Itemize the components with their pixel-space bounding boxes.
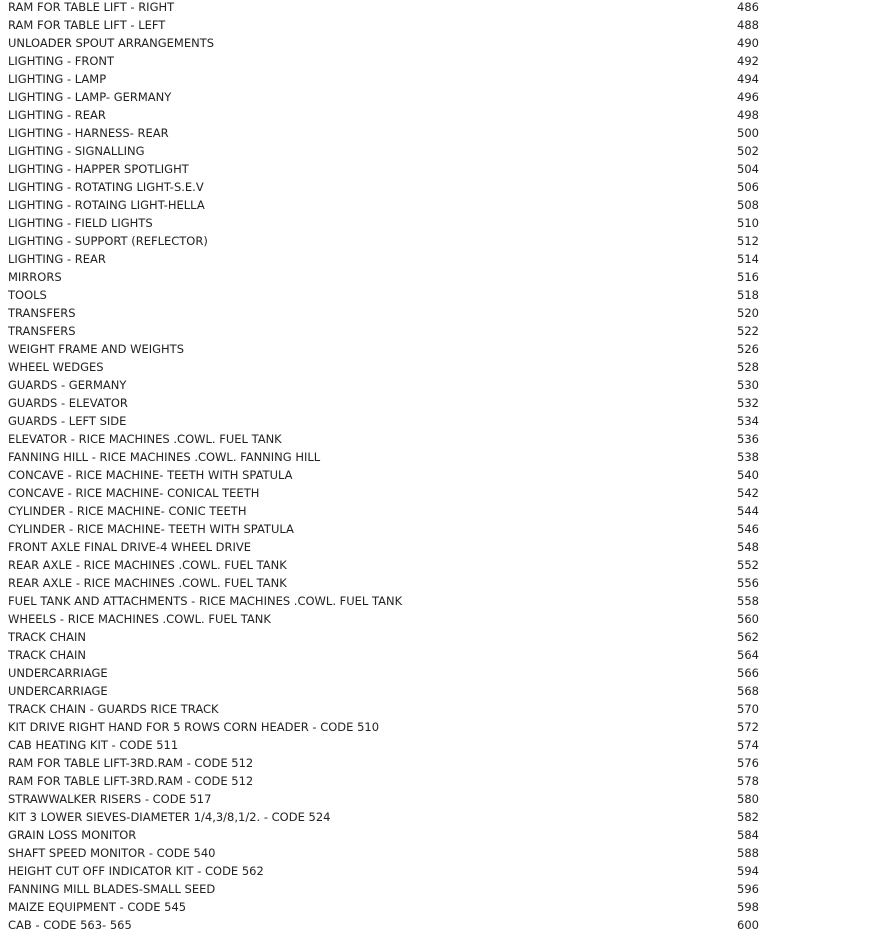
toc-entry-page: 588 — [737, 846, 759, 860]
toc-entry-title[interactable]: UNDERCARRIAGE — [8, 666, 108, 680]
toc-row[interactable] — [0, 108, 874, 126]
toc-entry-page: 512 — [737, 234, 759, 248]
toc-entry-page: 584 — [737, 828, 759, 842]
toc-entry-page: 534 — [737, 414, 759, 428]
toc-row[interactable] — [0, 792, 874, 810]
toc-row[interactable] — [0, 234, 874, 252]
toc-entry-page: 532 — [737, 396, 759, 410]
toc-entry-page: 498 — [737, 108, 759, 122]
toc-entry-page: 490 — [737, 36, 759, 50]
toc-entry-page: 564 — [737, 648, 759, 662]
toc-entry-title[interactable]: LIGHTING - SIGNALLING — [8, 144, 145, 158]
toc-row[interactable] — [0, 126, 874, 144]
toc-row[interactable] — [0, 378, 874, 396]
toc-entry-page: 508 — [737, 198, 759, 212]
toc-row[interactable] — [0, 630, 874, 648]
toc-entry-page: 548 — [737, 540, 759, 554]
toc-entry-page: 552 — [737, 558, 759, 572]
toc-entry-page: 570 — [737, 702, 759, 716]
toc-entry-title[interactable]: LIGHTING - FRONT — [8, 54, 115, 68]
toc-entry-title[interactable]: RAM FOR TABLE LIFT - LEFT — [8, 18, 166, 32]
toc-row[interactable] — [0, 72, 874, 90]
toc-row[interactable] — [0, 216, 874, 234]
toc-entry-page: 530 — [737, 378, 759, 392]
toc-row[interactable] — [0, 54, 874, 72]
toc-entry-title[interactable]: LIGHTING - REAR — [8, 252, 106, 266]
toc-entry-title[interactable]: RAM FOR TABLE LIFT-3RD.RAM - CODE 512 — [8, 774, 254, 788]
toc-row[interactable] — [0, 540, 874, 558]
toc-entry-page: 486 — [737, 0, 759, 14]
toc-entry-page: 506 — [737, 180, 759, 194]
toc-entry-title[interactable]: MIRRORS — [8, 270, 62, 284]
toc-row[interactable] — [0, 396, 874, 414]
toc-row[interactable] — [0, 774, 874, 792]
toc-row[interactable] — [0, 360, 874, 378]
toc-entry-page: 582 — [737, 810, 759, 824]
toc-entry-title[interactable]: TRACK CHAIN — [8, 630, 86, 644]
toc-entry-title[interactable]: RAM FOR TABLE LIFT - RIGHT — [8, 0, 175, 14]
toc-entry-title[interactable]: GUARDS - ELEVATOR — [8, 396, 128, 410]
toc-entry-title[interactable]: LIGHTING - REAR — [8, 108, 106, 122]
toc-entry-title[interactable]: WEIGHT FRAME AND WEIGHTS — [8, 342, 185, 356]
toc-entry-page: 544 — [737, 504, 759, 518]
toc-row[interactable] — [0, 252, 874, 270]
toc-entry-page: 514 — [737, 252, 759, 266]
toc-entry-page: 538 — [737, 450, 759, 464]
toc-entry-page: 572 — [737, 720, 759, 734]
toc-entry-title[interactable]: CYLINDER - RICE MACHINE- TEETH WITH SPATULA — [8, 522, 294, 536]
toc-row[interactable] — [0, 666, 874, 684]
toc-entry-title[interactable]: CONCAVE - RICE MACHINE- CONICAL TEETH — [8, 486, 260, 500]
toc-entry-title[interactable]: LIGHTING - FIELD LIGHTS — [8, 216, 153, 230]
toc-row[interactable] — [0, 486, 874, 504]
toc-row[interactable] — [0, 900, 874, 918]
toc-entry-page: 568 — [737, 684, 759, 698]
toc-entry-title[interactable]: GRAIN LOSS MONITOR — [8, 828, 137, 842]
toc-entry-page: 520 — [737, 306, 759, 320]
toc-entry-page: 518 — [737, 288, 759, 302]
toc-entry-page: 516 — [737, 270, 759, 284]
toc-row[interactable] — [0, 270, 874, 288]
toc-entry-page: 558 — [737, 594, 759, 608]
toc-entry-title[interactable]: KIT DRIVE RIGHT HAND FOR 5 ROWS CORN HEADER - CODE 510 — [8, 720, 380, 734]
toc-entry-title[interactable]: GUARDS - GERMANY — [8, 378, 127, 392]
toc-entry-title[interactable]: FRONT AXLE FINAL DRIVE-4 WHEEL DRIVE — [8, 540, 252, 554]
toc-row[interactable] — [0, 414, 874, 432]
toc-row[interactable] — [0, 432, 874, 450]
toc-row[interactable] — [0, 504, 874, 522]
toc-row[interactable] — [0, 558, 874, 576]
toc-entry-page: 526 — [737, 342, 759, 356]
toc-row[interactable] — [0, 36, 874, 54]
toc-row[interactable] — [0, 306, 874, 324]
toc-entry-page: 600 — [737, 918, 759, 932]
toc-entry-title[interactable]: WHEEL WEDGES — [8, 360, 104, 374]
toc-row[interactable] — [0, 864, 874, 882]
toc-entry-title[interactable]: REAR AXLE - RICE MACHINES .COWL. FUEL TANK — [8, 576, 287, 590]
toc-entry-page: 502 — [737, 144, 759, 158]
toc-entry-page: 528 — [737, 360, 759, 374]
toc-row[interactable] — [0, 18, 874, 36]
toc-entry-page: 562 — [737, 630, 759, 644]
toc-entry-page: 522 — [737, 324, 759, 338]
toc-entry-title[interactable]: TRACK CHAIN - GUARDS RICE TRACK — [8, 702, 219, 716]
toc-entry-page: 594 — [737, 864, 759, 878]
toc-entry-page: 500 — [737, 126, 759, 140]
toc-row[interactable] — [0, 918, 874, 936]
toc-entry-page: 574 — [737, 738, 759, 752]
toc-entry-title[interactable]: TOOLS — [8, 288, 47, 302]
toc-row[interactable] — [0, 522, 874, 540]
toc-entry-page: 556 — [737, 576, 759, 590]
toc-row[interactable] — [0, 162, 874, 180]
toc-entry-title[interactable]: CAB - CODE 563- 565 — [8, 918, 132, 932]
toc-entry-page: 536 — [737, 432, 759, 446]
toc-row[interactable] — [0, 738, 874, 756]
toc-row[interactable] — [0, 0, 874, 18]
toc-entry-title[interactable]: LIGHTING - LAMP — [8, 72, 107, 86]
toc-entry-title[interactable]: WHEELS - RICE MACHINES .COWL. FUEL TANK — [8, 612, 271, 626]
toc-row[interactable] — [0, 576, 874, 594]
toc-entry-title[interactable]: UNDERCARRIAGE — [8, 684, 108, 698]
toc-entry-title[interactable]: GUARDS - LEFT SIDE — [8, 414, 127, 428]
toc-entry-page: 576 — [737, 756, 759, 770]
toc-entry-title[interactable]: SHAFT SPEED MONITOR - CODE 540 — [8, 846, 216, 860]
toc-row[interactable] — [0, 684, 874, 702]
toc-entry-title[interactable]: MAIZE EQUIPMENT - CODE 545 — [8, 900, 187, 914]
toc-entry-title[interactable]: UNLOADER SPOUT ARRANGEMENTS — [8, 36, 215, 50]
toc-entry-page: 504 — [737, 162, 759, 176]
toc-entry-title[interactable]: LIGHTING - HARNESS- REAR — [8, 126, 169, 140]
toc-entry-title[interactable]: CAB HEATING KIT - CODE 511 — [8, 738, 179, 752]
toc-entry-title[interactable]: FANNING HILL - RICE MACHINES .COWL. FANNING HILL — [8, 450, 321, 464]
toc-row[interactable] — [0, 756, 874, 774]
toc-entry-title[interactable]: LIGHTING - ROTAING LIGHT-HELLA — [8, 198, 205, 212]
toc-entry-title[interactable]: ELEVATOR - RICE MACHINES .COWL. FUEL TANK — [8, 432, 282, 446]
toc-entry-page: 580 — [737, 792, 759, 806]
toc-row[interactable] — [0, 648, 874, 666]
toc-entry-title[interactable]: HEIGHT CUT OFF INDICATOR KIT - CODE 562 — [8, 864, 264, 878]
toc-row[interactable] — [0, 810, 874, 828]
toc-entry-page: 598 — [737, 900, 759, 914]
toc-row[interactable] — [0, 468, 874, 486]
toc-row[interactable] — [0, 342, 874, 360]
toc-row[interactable] — [0, 594, 874, 612]
toc-entry-page: 566 — [737, 666, 759, 680]
toc-entry-title[interactable]: TRANSFERS — [8, 306, 76, 320]
toc-row[interactable] — [0, 882, 874, 900]
toc-row[interactable] — [0, 828, 874, 846]
toc-row[interactable] — [0, 198, 874, 216]
toc-row[interactable] — [0, 450, 874, 468]
toc-entry-page: 546 — [737, 522, 759, 536]
toc-entry-title[interactable]: KIT 3 LOWER SIEVES-DIAMETER 1/4,3/8,1/2. - CODE 524 — [8, 810, 331, 824]
toc-row[interactable] — [0, 144, 874, 162]
toc-entry-title[interactable]: LIGHTING - ROTATING LIGHT-S.E.V — [8, 180, 204, 194]
toc-entry-page: 492 — [737, 54, 759, 68]
toc-row[interactable] — [0, 612, 874, 630]
toc-row[interactable] — [0, 702, 874, 720]
toc-entry-page: 578 — [737, 774, 759, 788]
toc-entry-title[interactable]: FUEL TANK AND ATTACHMENTS - RICE MACHINES .COWL. FUEL TANK — [8, 594, 403, 608]
toc-entry-page: 596 — [737, 882, 759, 896]
toc-entry-page: 542 — [737, 486, 759, 500]
toc-entry-title[interactable]: FANNING MILL BLADES-SMALL SEED — [8, 882, 216, 896]
toc-row[interactable] — [0, 846, 874, 864]
toc-entry-title[interactable]: TRACK CHAIN — [8, 648, 86, 662]
toc-entry-title[interactable]: TRANSFERS — [8, 324, 76, 338]
toc-entry-title[interactable]: CYLINDER - RICE MACHINE- CONIC TEETH — [8, 504, 247, 518]
toc-row[interactable] — [0, 324, 874, 342]
toc-entry-title[interactable]: CONCAVE - RICE MACHINE- TEETH WITH SPATULA — [8, 468, 293, 482]
toc-row[interactable] — [0, 180, 874, 198]
toc-entry-page: 540 — [737, 468, 759, 482]
toc-entry-page: 510 — [737, 216, 759, 230]
toc-entry-title[interactable]: REAR AXLE - RICE MACHINES .COWL. FUEL TANK — [8, 558, 287, 572]
toc-entry-title[interactable]: LIGHTING - SUPPORT (REFLECTOR) — [8, 234, 208, 248]
toc-entry-title[interactable]: LIGHTING - LAMP- GERMANY — [8, 90, 172, 104]
toc-entry-page: 560 — [737, 612, 759, 626]
toc-row[interactable] — [0, 288, 874, 306]
toc-entry-title[interactable]: LIGHTING - HAPPER SPOTLIGHT — [8, 162, 189, 176]
toc-entry-title[interactable]: RAM FOR TABLE LIFT-3RD.RAM - CODE 512 — [8, 756, 254, 770]
toc-entry-page: 494 — [737, 72, 759, 86]
toc-row[interactable] — [0, 720, 874, 738]
toc-entry-title[interactable]: STRAWWALKER RISERS - CODE 517 — [8, 792, 212, 806]
toc-entry-page: 496 — [737, 90, 759, 104]
toc-entry-page: 488 — [737, 18, 759, 32]
toc-row[interactable] — [0, 90, 874, 108]
